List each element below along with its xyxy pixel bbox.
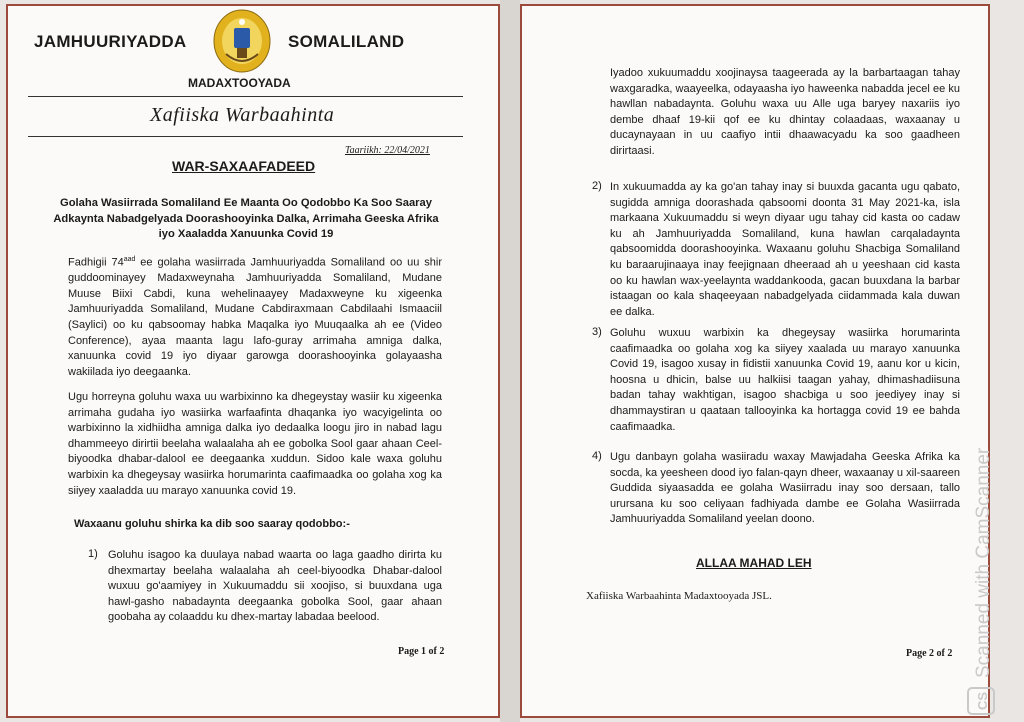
document-date: Taariikh: 22/04/2021 — [345, 145, 430, 156]
paragraph-intro: Fadhigii $74^{aad}$ ee golaha wasiirrada Jamhuuriyadda Somaliland oo uu shir guddoominayey Madaxweynaha Jamhuuriyadda Somaliland, Mudane Muuse Biixi Cabdi, kuna wehelinaayey Madaxweyne ku xigeenka Jamhuuriyadda Somaliland, Mudane Cabdiraxmaan Cabdilaahi Ismaaciil (Saylici) oo ku qabsoomay habka Maqalka iyo Muuqaalka ah ee (Video Conference), ayaa maanta lagu lafo-guray arrimaha amniga dalka, xanuunka covid 19 iyo diyaar garowga doorashooyinka golayaasha wakiilada iyo deegaanka. — [68, 256, 442, 378]
resolution-item-1-continued: Iyadoo xukuumaddu xoojinaysa taageerada ay la barbartaagan tahay waxgaradka, waayeelka, odayaasha iyo haweenka nabadda jecel ee ku hawllan nabadaynta. Goluhu waxa uu Alle uga baryey naxariis iyo dembe dhaaf 19-kii qof ee ku dhintay colaadaas, waxaanay u ducaynayaan in uu caafiyo intii dhaawacyadu ka soo gaadheen dirirtaasi. — [610, 67, 960, 157]
department-subtitle: Xafiiska Warbaahinta — [150, 104, 335, 126]
header-rule-bottom — [28, 136, 463, 137]
coat-of-arms-emblem-icon — [212, 8, 272, 74]
resolution-item-4: Ugu danbayn golaha wasiiradu waxay Mawjadaha Geeska Afrika ka socda, ka yeesheen dood iyo falan-qayn dheer, waxaanay u xil-saareen Guddida siyaasadda ee golaha Wasiirradu inay soo dersaan, tallo urursana ku soo celiyaan fadhiyada dambe ee Golaha Wasiirrada Jamhuuriyadda Somaliland yeelan doono. — [610, 451, 960, 526]
page-number-1: Page 1 of 2 — [398, 646, 445, 657]
header-country-right: SOMALILAND — [288, 32, 405, 51]
page-number-2: Page 2 of 2 — [906, 648, 953, 659]
paragraph-briefing: Ugu horreyna goluhu waxa uu warbixinno ka dhegeystay wasiir ku xigeenka arrimaha gudaha iyo wasiirka warfaafinta dhaqanka iyo wacyigelinta oo warbixinno la xidhiidha amniga dalka iyo dedaalka loogu jiro in nabad lagu dhammeeyo dirirtii beelaha walaalaha ah ee gobolka Sool gaar ahaan Ceel-biyoodka dhabar-dalool ee deegaanka xuddun. Sidoo kale waxa goluhu warbixin ka dhegeysay wasiirka horumarinta caafimaadka oo golaha xog ka siiyey xaaladda uu marayo xanuunka covid 19. — [68, 391, 442, 497]
item-3-number: 3) — [592, 326, 602, 338]
item-4-number: 4) — [592, 450, 602, 462]
camscanner-watermark — [962, 340, 1002, 720]
resolutions-lead: Waxaanu goluhu shirka ka dib soo saaray qodobbo:- — [74, 518, 350, 530]
item-1-number: 1) — [88, 548, 98, 560]
press-release-heading: Golaha Wasiirrada Somaliland Ee Maanta Oo Qodobbo Ka Soo Saaray Adkaynta Nabadgelyada Doorashooyinka Dalka, Arrimaha Geeska Afrika iyo Xaaladda Xanuunka Covid 19 — [53, 197, 439, 240]
camscanner-logo-text: CS — [975, 691, 990, 710]
document-title: WAR-SAXAAFADEED — [172, 158, 316, 174]
resolution-item-2: In xukuumadda ay ka go'an tahay inay si buuxda gacanta ugu qabato, sugidda amniga doorashada qabsoomi doonta 31 May 2021-ka, isla markaana Xukuumaddu si weyn diyaar ugu tahay cid kasta oo cadaw ku ah Jamhuuriyadda Somaliland, kuna hawlan carqaladaynta qabsoomidda doorashooyinka. Waxaanu goluhu Shacbiga Somaliland ku baraarujinaaya inay feejignaan dheeraad ah u yeeshaan cid kasta oo ku hawlan wax-yeelaynta waddankooda, gacan buuxdana la barbar istaagan oo kala shaqeeyaan nabadgelyada ciidammada kala duwan ee dalka. — [610, 181, 960, 318]
page-gap — [500, 0, 520, 722]
signature-line: Xafiiska Warbaahinta Madaxtooyada JSL. — [586, 590, 772, 602]
resolution-item-1: Goluhu isagoo ka duulaya nabad waarta oo laga gaadho dirirta ku dhexmartay beelaha walaalaha ah ceel-biyoodka Dhabar-dalool wuxuu go'aamiyey in Xukuumaddu sii xoojiso, si buuxdana uga hawl-gasho nabadaynta deegaanka gobolka Sool, gaar ahaan goobaha ay colaaddu ku dhex-martay labadaa beelood. — [108, 549, 442, 624]
closing-line: ALLAA MAHAD LEH — [696, 556, 812, 570]
resolution-item-3: Goluhu wuxuu warbixin ka dhegeysay wasiirka horumarinta caafimaadka oo golaha xog ka siiyey xaalada uu marayo xanuunka Covid 19, isagoo xusay in fidistii xanuunka Covid 19, aanu kor u kicin, hoosna u dhicin, balse uu halkiisi taagan yahay, dhimashadiisuna badan tahay wakhtigan, isagoo shacbiga u soo jeediyey inay si dhammaystiran u qaataan tallooyinka ka hortagga covid 19 ee bahda caafimaadka. — [610, 327, 960, 433]
header-country-left: JAMHUURIYADDA — [34, 32, 187, 51]
office-name: MADAXTOOYADA — [188, 76, 291, 90]
header-rule-top — [28, 96, 463, 97]
camscanner-text: Scanned with CamScanner — [973, 447, 994, 678]
item-2-number: 2) — [592, 180, 602, 192]
